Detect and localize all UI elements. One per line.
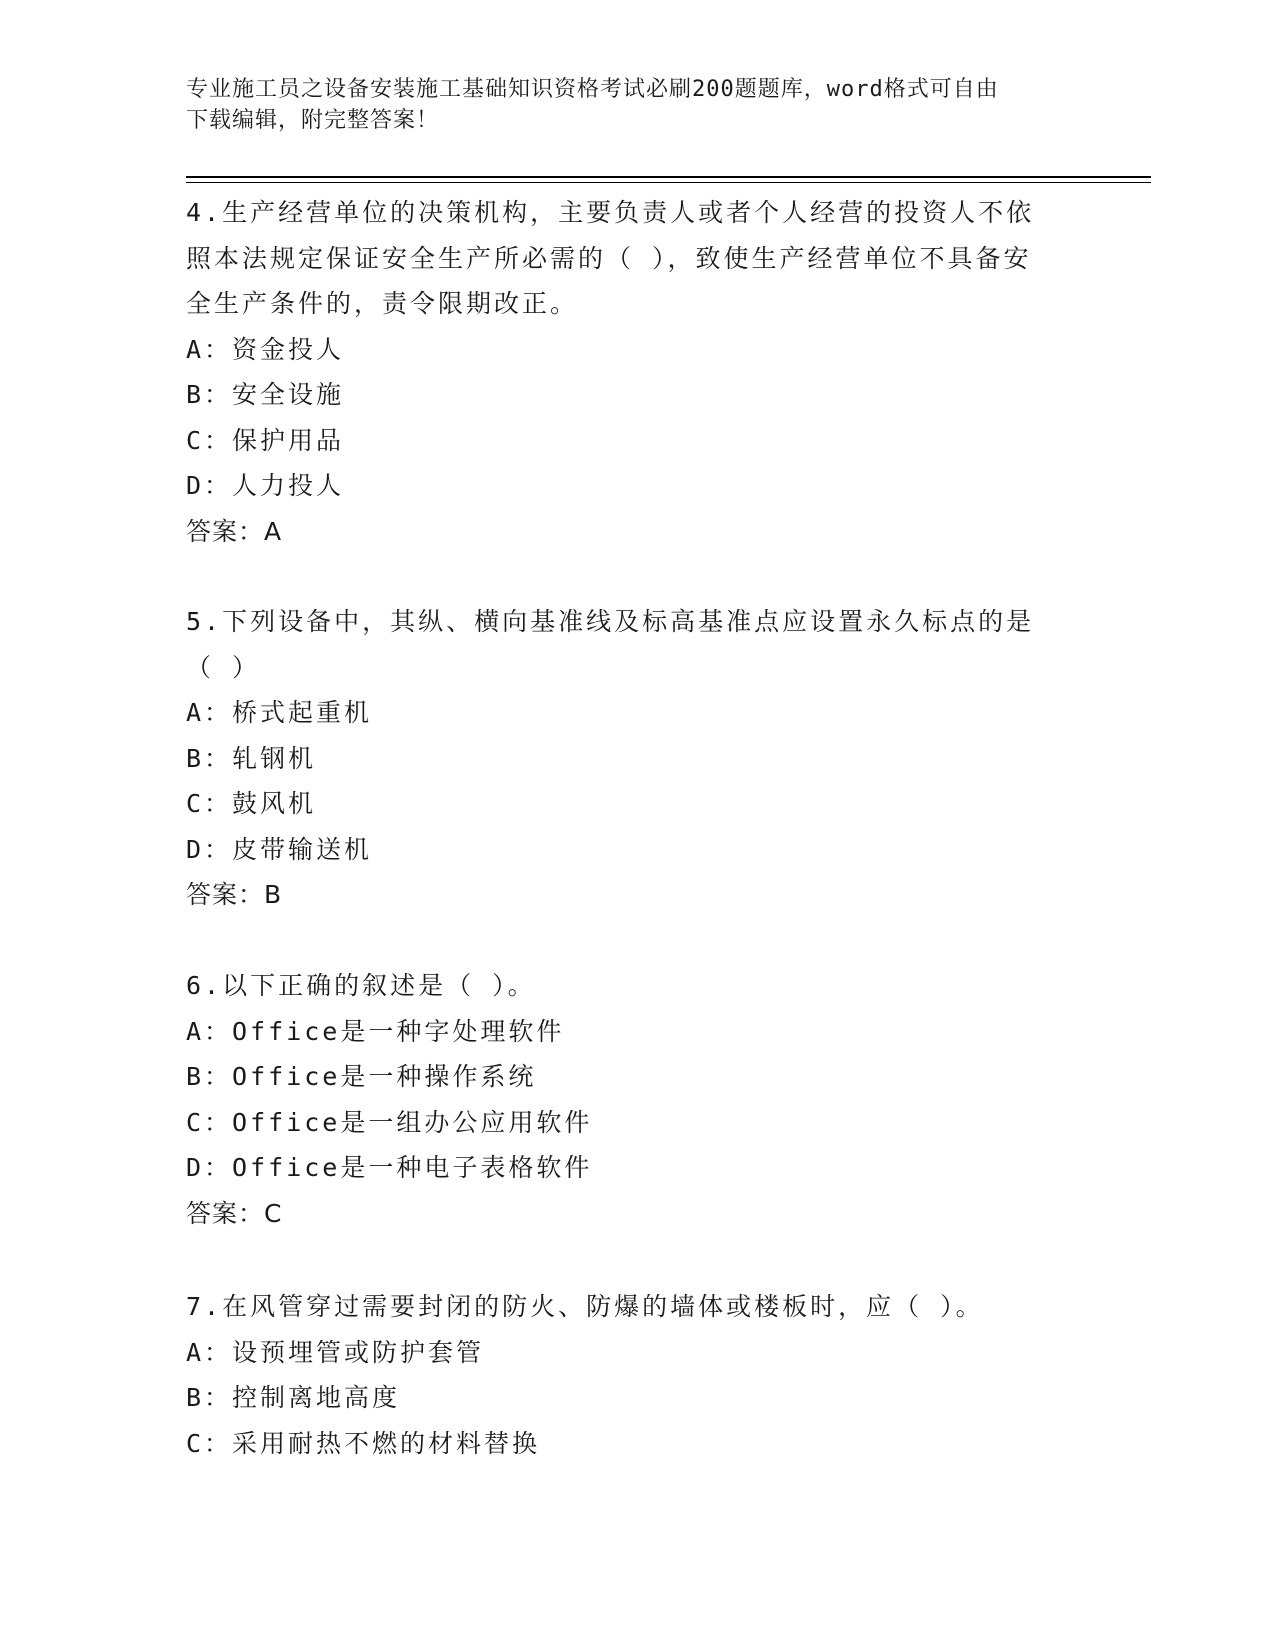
question-6 [186, 963, 1086, 1236]
question-stem-line: 7.在风管穿过需要封闭的防火、防爆的墙体或楼板时，应（ ）。 [186, 1292, 984, 1321]
question-stem-line: 5.下列设备中，其纵、横向基准线及标高基准点应设置永久标点的是 [186, 607, 1035, 636]
option-a: A：设预埋管或防护套管 [186, 1337, 485, 1367]
question-stem-line: 全生产条件的，责令限期改正。 [186, 289, 579, 318]
question-stem-line: 4.生产经营单位的决策机构，主要负责人或者个人经营的投资人不依 [186, 198, 1035, 227]
option-a: A：Office是一种字处理软件 [186, 1016, 565, 1046]
header-line-2: 下载编辑，附完整答案！ [186, 108, 440, 133]
option-c: C：鼓风机 [186, 789, 317, 818]
option-d: D：皮带输送机 [186, 834, 373, 864]
header-line-1: 专业施工员之设备安装施工基础知识资格考试必刷200题题库，word格式可自由 [186, 77, 999, 102]
question-stem-line: 6.以下正确的叙述是（ ）。 [186, 971, 536, 1000]
answer: 答案：A [186, 516, 283, 546]
option-d: D：人力投人 [186, 471, 345, 500]
option-b: B：轧钢机 [186, 743, 317, 773]
question-7 [186, 1284, 1086, 1466]
option-b: B：安全设施 [186, 380, 345, 409]
answer: 答案：C [186, 1198, 283, 1228]
option-c: C：采用耐热不燃的材料替换 [186, 1428, 541, 1458]
question-stem-line: 照本法规定保证安全生产所必需的（ ），致使生产经营单位不具备安 [186, 243, 1032, 273]
option-d: D：Office是一种电子表格软件 [186, 1153, 593, 1182]
option-a: A：桥式起重机 [186, 698, 373, 727]
header-divider-thin [186, 182, 1151, 183]
option-b: B：控制离地高度 [186, 1383, 401, 1412]
option-c: C：保护用品 [186, 425, 345, 455]
option-c: C：Office是一组办公应用软件 [186, 1107, 593, 1137]
header-divider-thick [186, 176, 1151, 178]
option-b: B：Office是一种操作系统 [186, 1062, 537, 1091]
document-header [186, 74, 1066, 136]
option-a: A：资金投人 [186, 334, 345, 364]
question-5 [186, 599, 1086, 918]
question-4 [186, 190, 1086, 554]
question-stem-line: （ ） [186, 652, 261, 682]
answer: 答案：B [186, 880, 283, 909]
